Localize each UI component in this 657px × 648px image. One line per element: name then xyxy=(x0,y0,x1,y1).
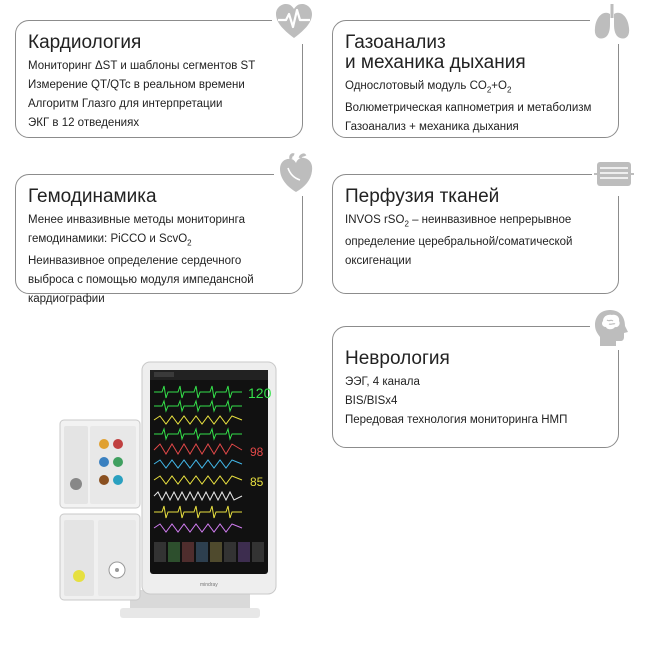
text-fragment: INVOS rSO xyxy=(345,214,405,226)
card-title: Гемодинамика xyxy=(28,186,157,207)
subscript: 2 xyxy=(187,238,192,248)
card-line: выброса с помощью модуля импедансной xyxy=(28,274,254,287)
monitor-value-hr: 120 xyxy=(248,385,272,401)
text-fragment: гемодинамики: PiCCO и ScvO xyxy=(28,233,188,245)
head-brain-icon xyxy=(590,306,634,350)
card-line: Передовая технология мониторинга НМП xyxy=(345,414,568,426)
card-title-line: Газоанализ xyxy=(345,32,446,53)
patient-monitor-image xyxy=(50,360,280,635)
card-tissue-perfusion xyxy=(332,174,619,294)
card-gas-analysis xyxy=(332,20,619,138)
card-line: ЭЭГ, 4 канала xyxy=(345,376,420,388)
card-title: Кардиология xyxy=(28,32,142,53)
card-line: Менее инвазивные методы мониторинга xyxy=(28,214,245,226)
monitor-value-spo2: 85 xyxy=(250,475,264,489)
card-line xyxy=(345,211,606,233)
card-line: BIS/BISx4 xyxy=(345,395,398,407)
heart-icon xyxy=(274,152,318,196)
card-line: Неинвазивное определение сердечного xyxy=(28,255,242,268)
lungs-icon xyxy=(590,0,634,44)
card-line: Мониторинг ΔST и шаблоны сегментов ST xyxy=(28,60,256,72)
card-line: Алгоритм Глазго для интерпретации xyxy=(28,98,223,110)
card-line xyxy=(345,77,606,99)
tissue-layers-icon xyxy=(592,152,636,196)
card-title: Перфузия тканей xyxy=(345,186,500,207)
text-fragment: +O xyxy=(491,80,507,92)
card-hemodynamics xyxy=(15,174,303,306)
card-line: оксигенации xyxy=(345,255,412,268)
subscript: 2 xyxy=(486,85,492,95)
monitor-value-bp: 98 xyxy=(250,445,264,459)
text-fragment: – неинвазивное непрерывное xyxy=(408,214,572,226)
card-title xyxy=(345,33,606,73)
card-line: Волюметрическая капнометрия и метаболизм xyxy=(345,102,592,115)
subscript: 2 xyxy=(506,85,512,95)
heart-pulse-icon xyxy=(272,0,316,44)
card-line: ЭКГ в 12 отведениях xyxy=(28,117,140,129)
card-line: определение церебральной/соматической xyxy=(345,236,573,249)
card-title: Неврология xyxy=(345,348,450,369)
card-line xyxy=(28,230,290,252)
card-line: Измерение QT/QTc в реальном времени xyxy=(28,79,245,91)
card-line: кардиографии xyxy=(28,293,105,306)
card-neurology xyxy=(332,326,619,448)
card-line: Газоанализ + механика дыхания xyxy=(345,121,519,134)
monitor-brand: mindray xyxy=(200,582,218,588)
subscript: 2 xyxy=(404,219,409,229)
card-title-line: и механика дыхания xyxy=(345,52,526,73)
card-cardiology xyxy=(15,20,303,138)
text-fragment: Однослотовый модуль CO xyxy=(345,80,487,92)
